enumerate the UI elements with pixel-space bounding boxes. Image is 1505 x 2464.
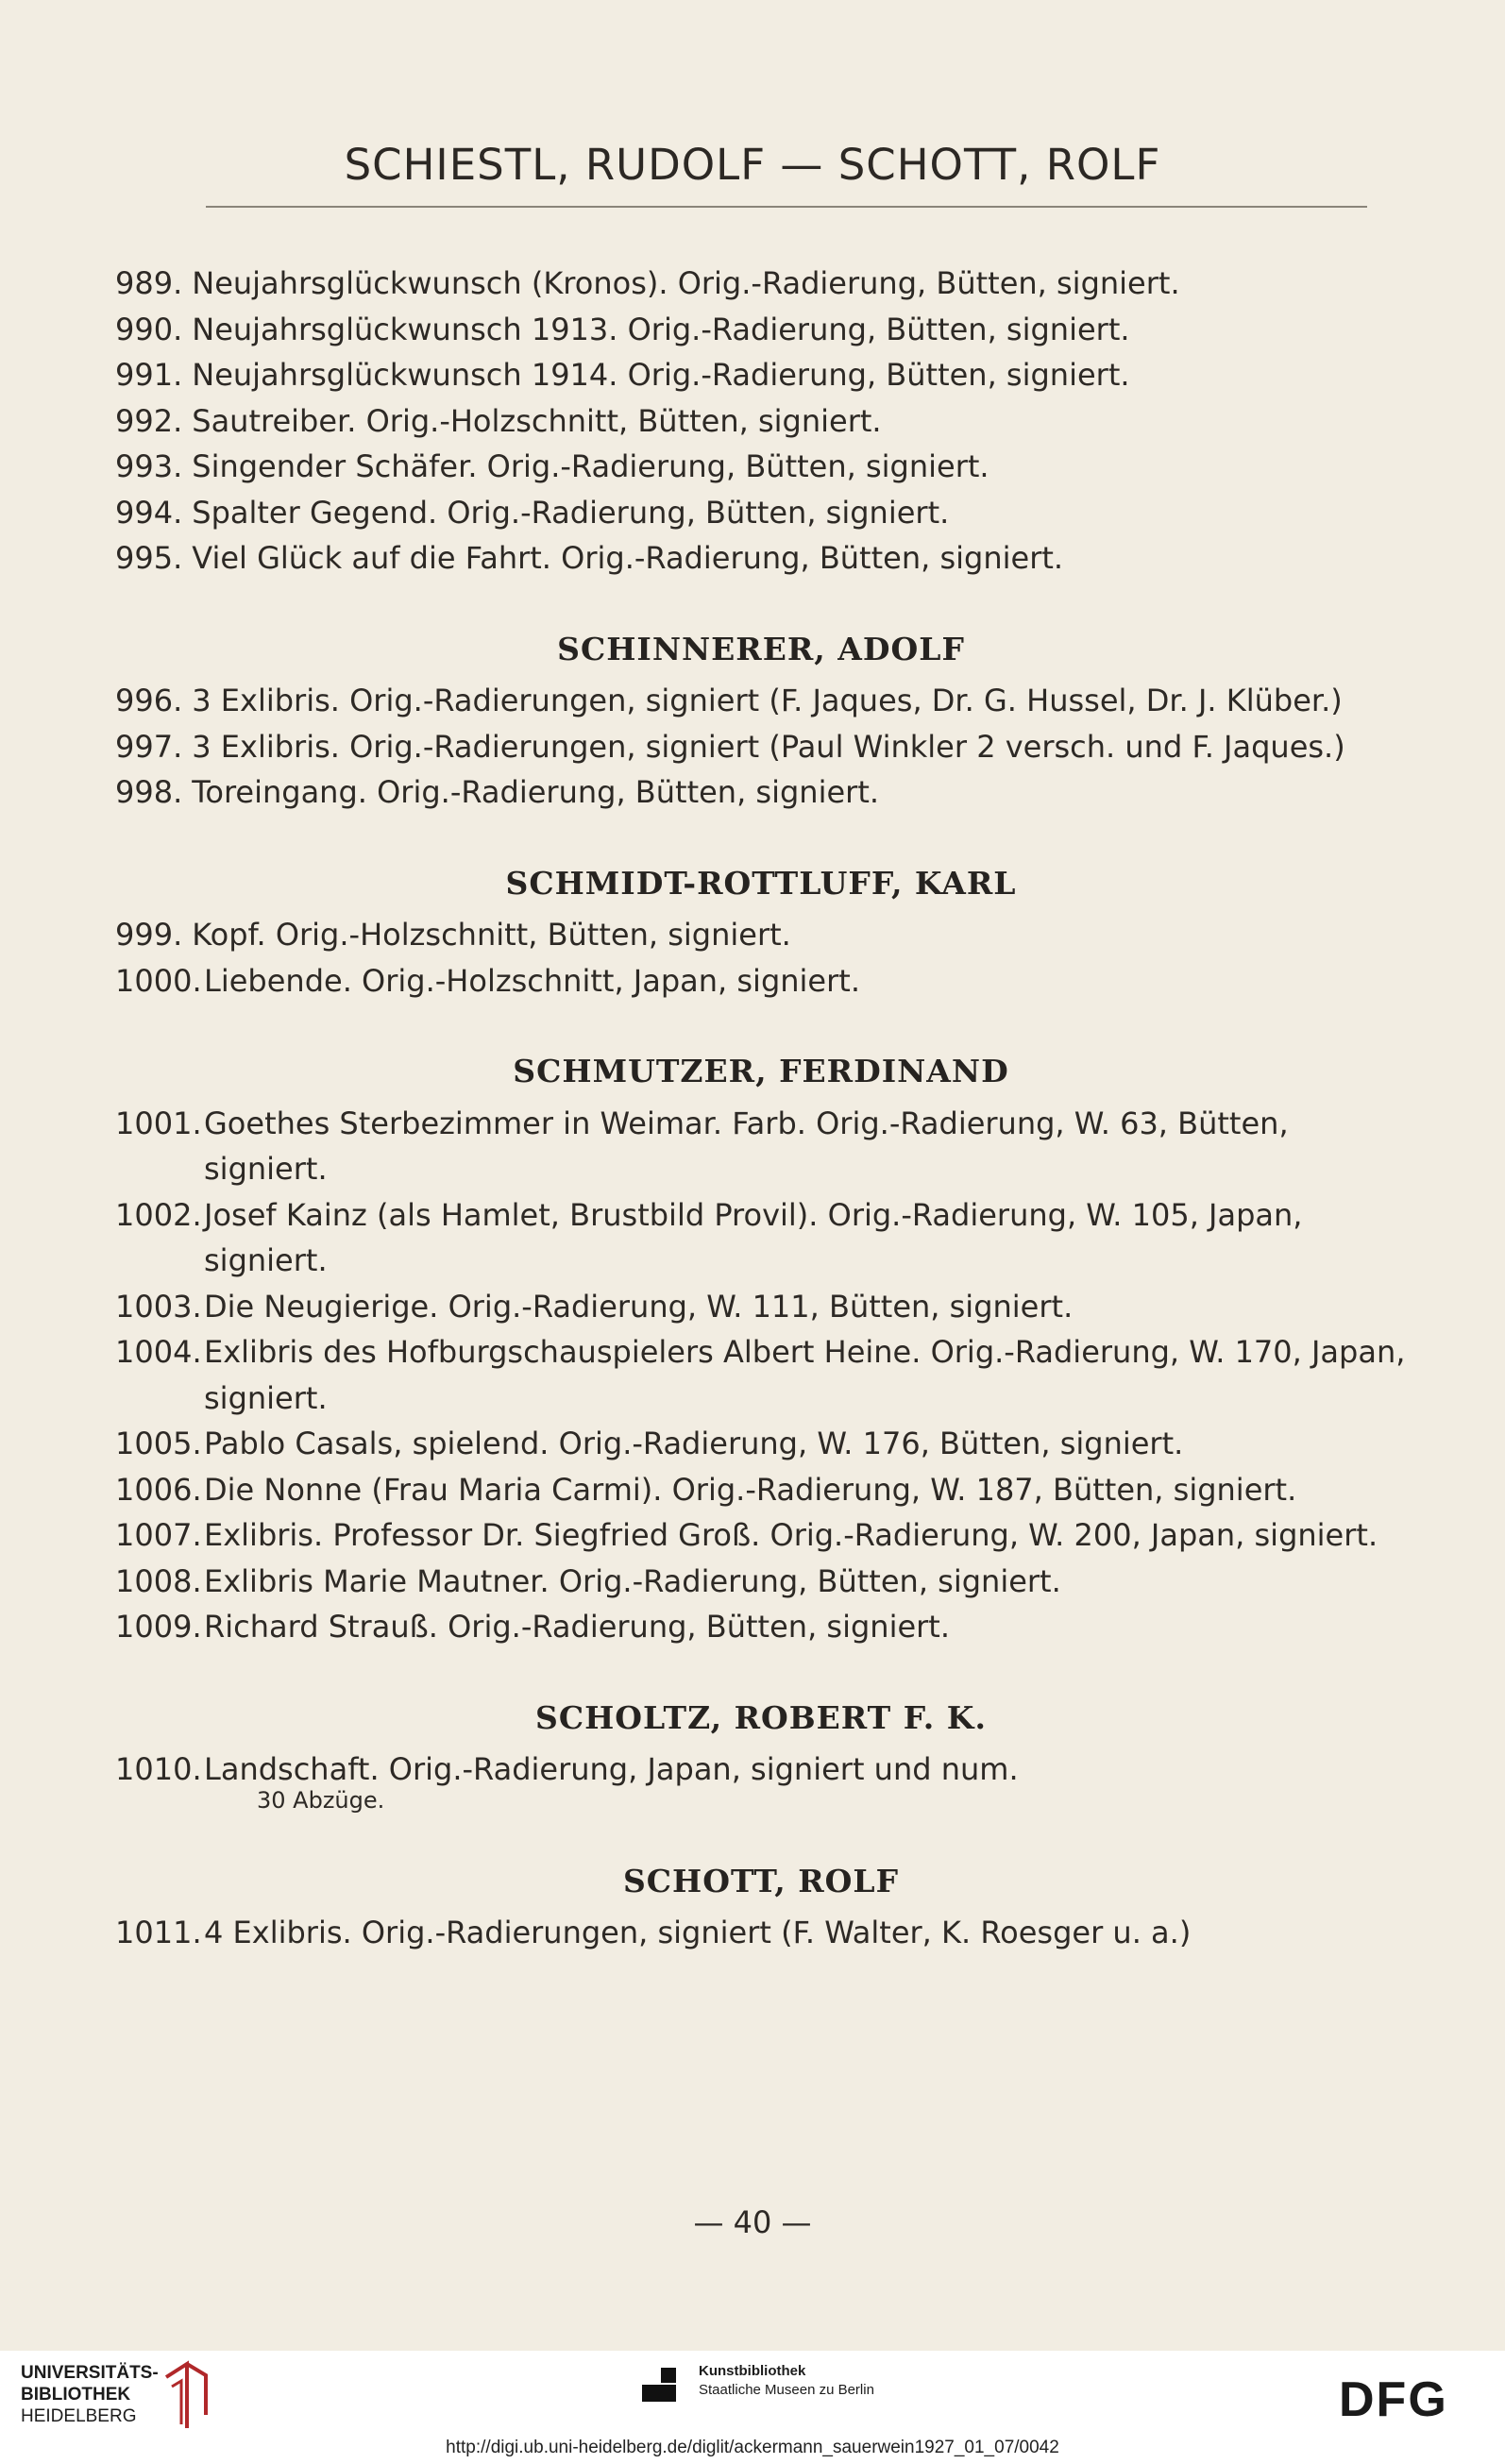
catalog-entry bbox=[115, 1192, 1407, 1284]
catalog-entry bbox=[115, 398, 1407, 445]
catalog-entry bbox=[115, 1467, 1407, 1513]
catalog-entry bbox=[115, 958, 1407, 1004]
entry-description: Exlibris Marie Mautner. Orig.-Radierung, Bütten, signiert. bbox=[204, 1562, 1061, 1599]
entry-number: 1010. bbox=[115, 1751, 202, 1787]
catalog-entry bbox=[115, 261, 1407, 307]
entry-number: 991. bbox=[115, 357, 183, 393]
entry-number: 1008. bbox=[115, 1562, 202, 1599]
entry-description: 3 Exlibris. Orig.-Radierungen, signiert (Paul Winkler 2 versch. und F. Jaques.) bbox=[192, 728, 1345, 765]
entry-number: 1007. bbox=[115, 1517, 202, 1553]
entry-number: 995. bbox=[115, 540, 183, 576]
university-library-name[interactable] bbox=[21, 2362, 159, 2427]
catalog-entry bbox=[115, 724, 1407, 770]
entry-description: Neujahrsglückwunsch (Kronos). Orig.-Radierung, Bütten, signiert. bbox=[192, 265, 1180, 301]
catalog-entry bbox=[115, 769, 1407, 816]
entry-number: 1002. bbox=[115, 1196, 202, 1233]
catalog-entry bbox=[115, 490, 1407, 536]
digitization-footer bbox=[0, 2351, 1505, 2464]
entry-description: Josef Kainz (als Hamlet, Brustbild Provil). Orig.-Radierung, W. 105, Japan, signiert. bbox=[204, 1196, 1303, 1278]
entry-number: 994. bbox=[115, 494, 183, 531]
entry-number: 1004. bbox=[115, 1334, 202, 1370]
entry-number: 1011. bbox=[115, 1915, 202, 1950]
catalog-entry bbox=[115, 1421, 1407, 1467]
artist-heading: SCHMUTZER, FERDINAND bbox=[513, 1053, 1009, 1089]
catalog-entry bbox=[115, 1329, 1407, 1421]
entry-description: 4 Exlibris. Orig.-Radierungen, signiert (F. Walter, K. Roesger u. a.) bbox=[204, 1915, 1192, 1950]
entry-number: 1001. bbox=[115, 1105, 202, 1141]
entry-number: 997. bbox=[115, 728, 183, 765]
entry-description: Kopf. Orig.-Holzschnitt, Bütten, signiert. bbox=[192, 917, 791, 953]
catalog-entry bbox=[115, 535, 1407, 582]
entry-number: 999. bbox=[115, 917, 183, 953]
entry-description: Neujahrsglückwunsch 1913. Orig.-Radierung, Bütten, signiert. bbox=[192, 311, 1130, 347]
entry-number: 1003. bbox=[115, 1288, 202, 1325]
entry-number: 998. bbox=[115, 774, 183, 810]
entry-description: Richard Strauß. Orig.-Radierung, Bütten, signiert. bbox=[204, 1609, 951, 1645]
entry-description: Die Nonne (Frau Maria Carmi). Orig.-Radierung, W. 187, Bütten, signiert. bbox=[204, 1471, 1297, 1508]
entry-number: 1009. bbox=[115, 1609, 202, 1645]
library-line-2: BIBLIOTHEK bbox=[21, 2385, 131, 2405]
artist-heading: SCHOTT, ROLF bbox=[622, 1862, 900, 1899]
catalog-entry bbox=[115, 912, 1407, 958]
kunstbibliothek-label: Kunstbibliothek bbox=[699, 2363, 806, 2379]
page-number: — 40 — bbox=[693, 2204, 812, 2240]
catalog-entry bbox=[115, 307, 1407, 353]
entry-description: Goethes Sterbezimmer in Weimar. Farb. Orig.-Radierung, W. 63, Bütten, signiert. bbox=[204, 1105, 1289, 1187]
entry-number: 992. bbox=[115, 402, 183, 439]
entry-number: 1005. bbox=[115, 1426, 202, 1461]
entry-note: 30 Abzüge. bbox=[257, 1786, 385, 1814]
entry-number: 989. bbox=[115, 265, 183, 301]
library-line-3: HEIDELBERG bbox=[21, 2406, 137, 2426]
catalog-entry bbox=[115, 1747, 1407, 1793]
catalog-entry bbox=[115, 444, 1407, 490]
artist-heading: SCHOLTZ, ROBERT F. K. bbox=[535, 1698, 987, 1736]
catalog-entry bbox=[115, 1910, 1407, 1956]
library-line-1: UNIVERSITÄTS- bbox=[21, 2363, 159, 2383]
catalog-entry bbox=[115, 1284, 1407, 1330]
header-rule bbox=[206, 206, 1367, 208]
entry-description: Singender Schäfer. Orig.-Radierung, Bütten, signiert. bbox=[192, 448, 989, 484]
running-head: SCHIESTL, RUDOLF — SCHOTT, ROLF bbox=[344, 140, 1161, 190]
kunstbibliothek-logo-icon bbox=[640, 2368, 682, 2404]
entry-description: Pablo Casals, spielend. Orig.-Radierung, W. 176, Bütten, signiert. bbox=[204, 1426, 1184, 1461]
catalog-entry bbox=[115, 1559, 1407, 1605]
permalink-url[interactable]: http://digi.ub.uni-heidelberg.de/diglit/ackermann_sauerwein1927_01_07/0042 bbox=[446, 2438, 1059, 2457]
catalog-entries bbox=[115, 261, 1407, 1956]
catalog-entry bbox=[115, 352, 1407, 398]
entry-number: 993. bbox=[115, 448, 183, 484]
entry-description: Exlibris des Hofburgschauspielers Albert Heine. Orig.-Radierung, W. 170, Japan, signiert. bbox=[204, 1334, 1406, 1416]
entry-description: Sautreiber. Orig.-Holzschnitt, Bütten, signiert. bbox=[192, 402, 882, 439]
entry-description: Toreingang. Orig.-Radierung, Bütten, signiert. bbox=[192, 774, 880, 810]
entry-description: 3 Exlibris. Orig.-Radierungen, signiert (F. Jaques, Dr. G. Hussel, Dr. J. Klüber.) bbox=[192, 683, 1343, 718]
entry-number: 990. bbox=[115, 311, 183, 347]
entry-number: 996. bbox=[115, 683, 183, 718]
artist-heading: SCHMIDT-ROTTLUFF, KARL bbox=[505, 864, 1017, 902]
entry-number: 1000. bbox=[115, 962, 202, 999]
entry-description: Neujahrsglückwunsch 1914. Orig.-Radierung, Bütten, signiert. bbox=[192, 357, 1130, 393]
entry-description: Liebende. Orig.-Holzschnitt, Japan, signiert. bbox=[204, 962, 860, 999]
entry-description: Die Neugierige. Orig.-Radierung, W. 111, Bütten, signiert. bbox=[204, 1288, 1074, 1325]
entry-description: Spalter Gegend. Orig.-Radierung, Bütten, signiert. bbox=[192, 494, 950, 531]
university-library-logo-icon bbox=[159, 2358, 215, 2434]
entry-description: Viel Glück auf die Fahrt. Orig.-Radierung, Bütten, signiert. bbox=[192, 540, 1064, 576]
catalog-entry bbox=[115, 678, 1407, 724]
catalog-entry bbox=[115, 1604, 1407, 1650]
entry-number: 1006. bbox=[115, 1471, 202, 1508]
dfg-logo[interactable]: DFG bbox=[1339, 2372, 1448, 2427]
artist-heading: SCHINNERER, ADOLF bbox=[557, 630, 965, 667]
entry-description: Exlibris. Professor Dr. Siegfried Groß. Orig.-Radierung, W. 200, Japan, signiert. bbox=[204, 1517, 1378, 1553]
entry-description: Landschaft. Orig.-Radierung, Japan, signiert und num. bbox=[204, 1751, 1019, 1787]
staatliche-museen-label: Staatliche Museen zu Berlin bbox=[699, 2382, 874, 2398]
catalog-entry bbox=[115, 1101, 1407, 1192]
catalog-entry bbox=[115, 1512, 1407, 1559]
